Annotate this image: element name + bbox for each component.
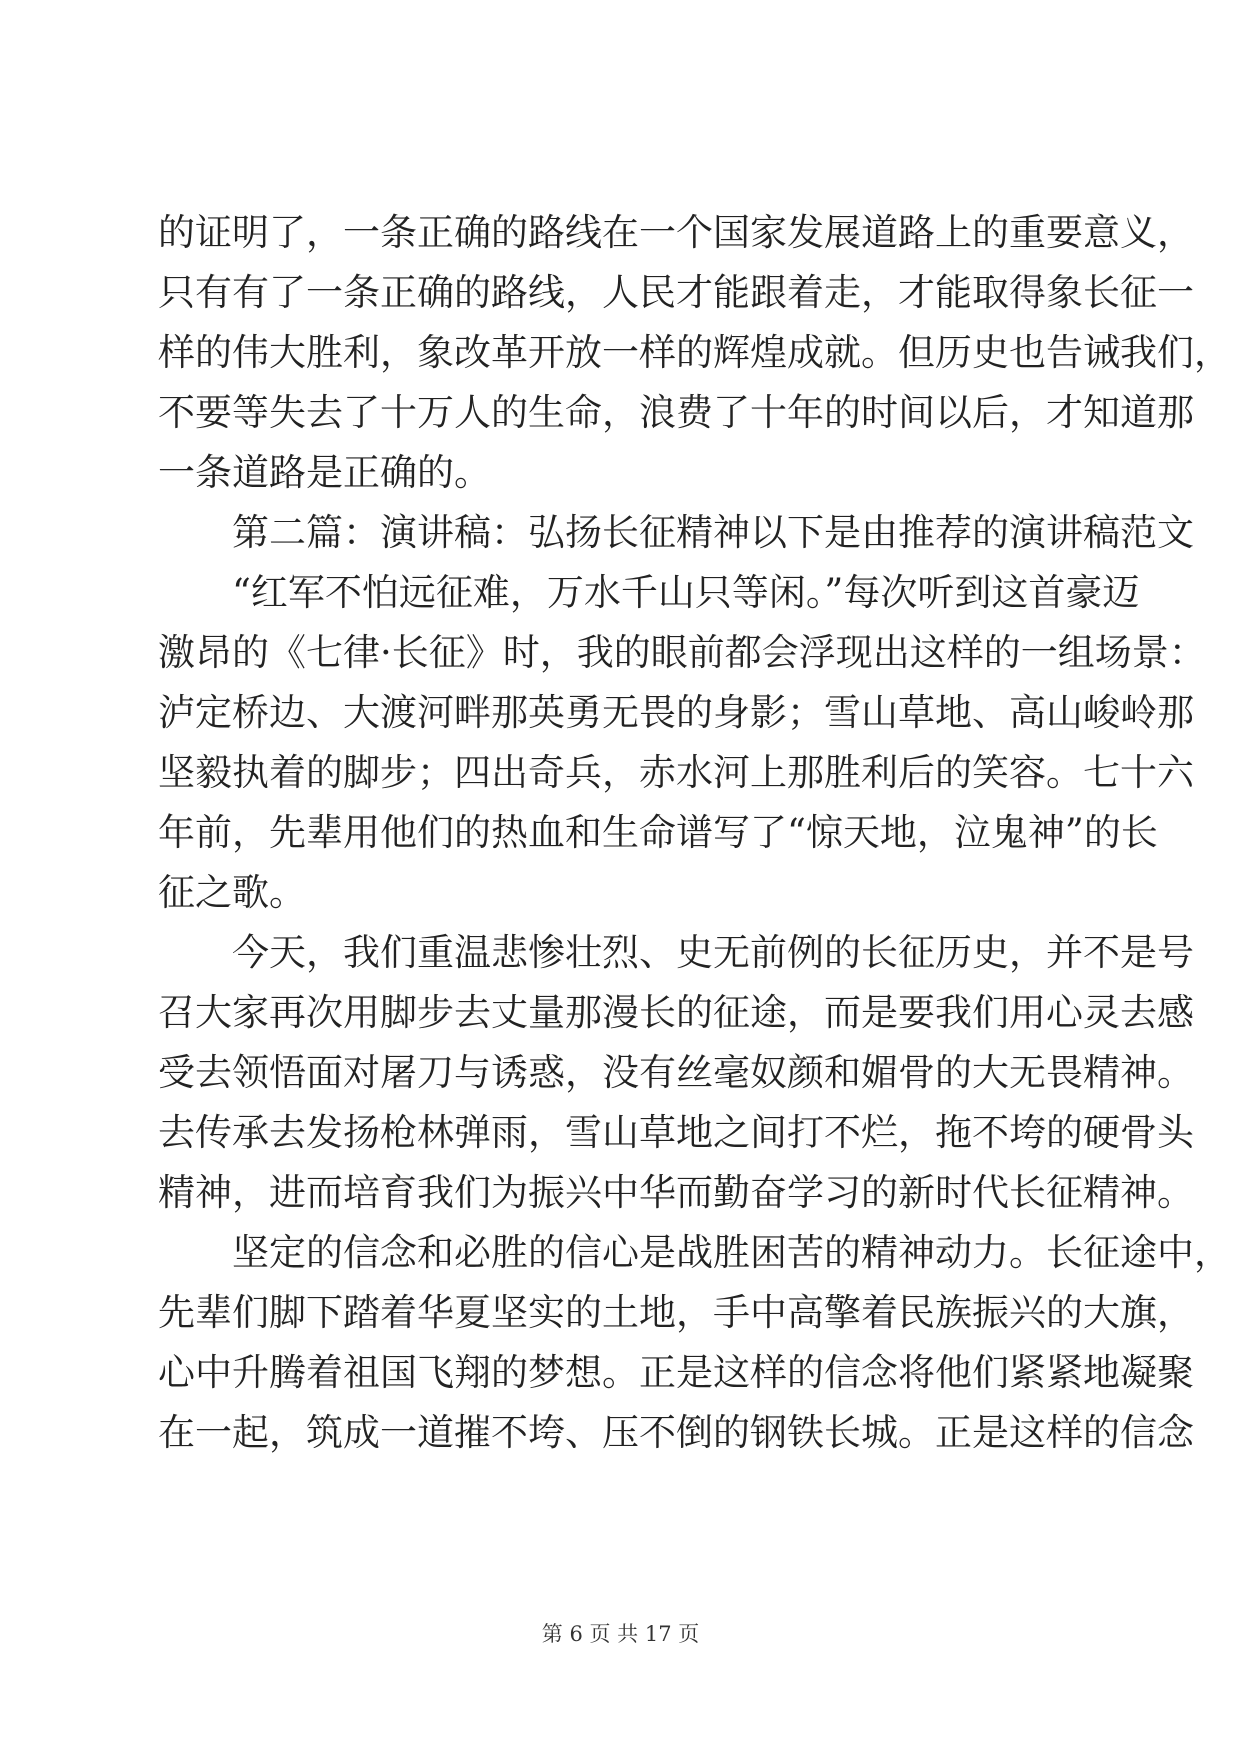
text-line: 今天，我们重温悲惨壮烈、史无前例的长征历史，并不是号 <box>232 931 1194 974</box>
text-line: 激昂的《七律·长征》时，我的眼前都会浮现出这样的一组场景： <box>158 631 1206 674</box>
text-line: 年前，先辈用他们的热血和生命谱写了“惊天地，泣鬼神”的长 <box>158 811 1158 854</box>
text-line: “红军不怕远征难，万水千山只等闲。”每次听到这首豪迈 <box>232 571 1140 614</box>
text-line: 坚定的信念和必胜的信心是战胜困苦的精神动力。长征途中， <box>232 1231 1231 1274</box>
text-line: 样的伟大胜利，象改革开放一样的辉煌成就。但历史也告诫我们， <box>158 331 1231 374</box>
text-line: 去传承去发扬枪林弹雨，雪山草地之间打不烂，拖不垮的硬骨头 <box>158 1111 1194 1154</box>
text-line: 在一起，筑成一道摧不垮、压不倒的钢铁长城。正是这样的信念 <box>158 1411 1194 1454</box>
text-line: 一条道路是正确的。 <box>158 451 491 494</box>
page-number-footer: 第 6 页 共 17 页 <box>541 1622 700 1646</box>
text-line: 征之歌。 <box>158 871 306 914</box>
text-line: 的证明了，一条正确的路线在一个国家发展道路上的重要意义， <box>158 211 1194 254</box>
body-text <box>158 203 1231 1463</box>
text-line: 先辈们脚下踏着华夏坚实的土地，手中高擎着民族振兴的大旗， <box>158 1291 1194 1334</box>
text-line: 受去领悟面对屠刀与诱惑，没有丝毫奴颜和媚骨的大无畏精神。 <box>158 1051 1194 1094</box>
section-heading: 第二篇：演讲稿：弘扬长征精神以下是由推荐的演讲稿范文 <box>232 511 1194 554</box>
text-line: 召大家再次用脚步去丈量那漫长的征途，而是要我们用心灵去感 <box>158 991 1194 1034</box>
text-line: 只有有了一条正确的路线，人民才能跟着走，才能取得象长征一 <box>158 271 1194 314</box>
text-line: 泸定桥边、大渡河畔那英勇无畏的身影；雪山草地、高山峻岭那 <box>158 691 1194 734</box>
text-line: 精神，进而培育我们为振兴中华而勤奋学习的新时代长征精神。 <box>158 1171 1194 1214</box>
text-line: 心中升腾着祖国飞翔的梦想。正是这样的信念将他们紧紧地凝聚 <box>158 1351 1194 1394</box>
text-line: 坚毅执着的脚步；四出奇兵，赤水河上那胜利后的笑容。七十六 <box>158 751 1194 794</box>
text-line: 不要等失去了十万人的生命，浪费了十年的时间以后，才知道那 <box>158 391 1194 434</box>
